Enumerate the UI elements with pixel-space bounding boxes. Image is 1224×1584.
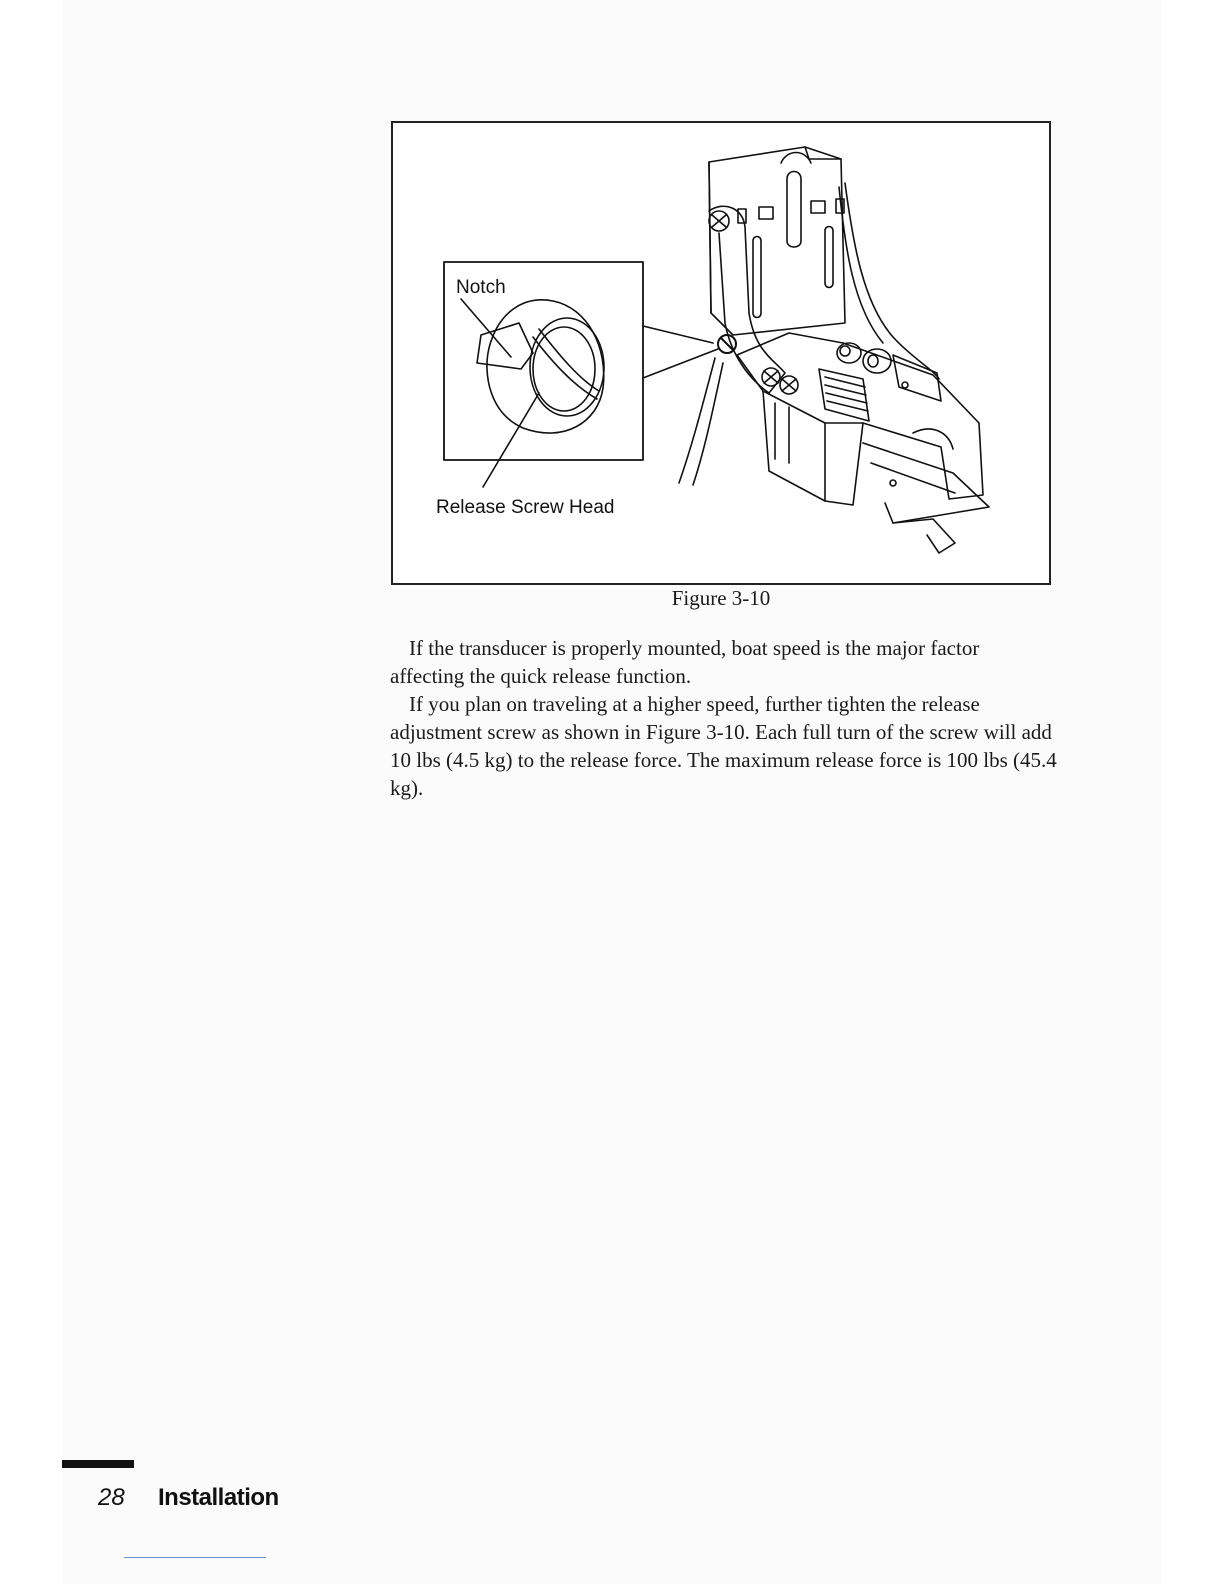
paragraph-1: If the transducer is properly mounted, boat speed is the major factor affecting the quick release function.	[390, 636, 980, 688]
page-number: 28	[98, 1484, 125, 1511]
figure-3-10	[391, 121, 1051, 585]
section-title: Installation	[158, 1484, 279, 1511]
paragraph-2: If you plan on traveling at a higher speed, further tighten the release adjustment screw as shown in Figure 3-10. Each full turn of the screw will add 10 lbs (4.5 kg) to the release force. The maximum release force is 100 lbs (45.4 kg).	[390, 692, 1057, 800]
body-text	[390, 634, 1058, 802]
bottom-divider	[124, 1557, 266, 1558]
figure-caption: Figure 3-10	[671, 586, 771, 610]
footer-rule	[62, 1460, 134, 1468]
release-screw-head-label: Release Screw Head	[436, 497, 615, 518]
notch-label: Notch	[456, 277, 506, 298]
